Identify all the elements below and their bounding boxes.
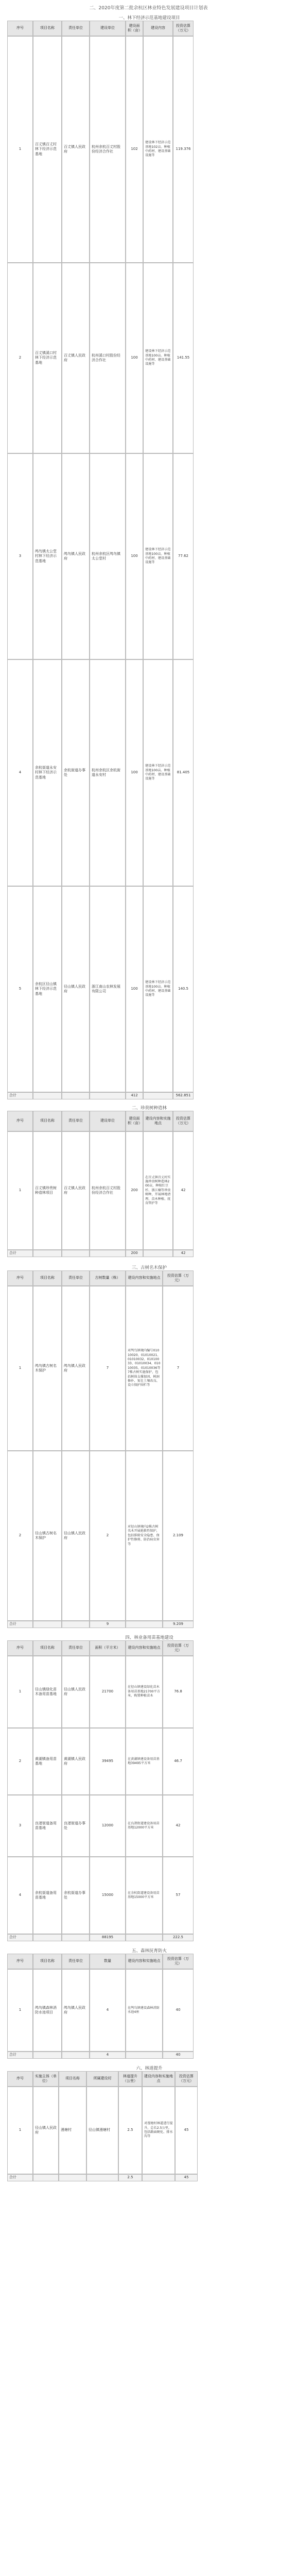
t1-row-3-cost: 81.405 xyxy=(173,659,194,886)
t1-row-3-unit: 余杭街道办事处 xyxy=(62,659,90,886)
t1-row-4-builder: 浙江南山农林发展有限公司 xyxy=(90,886,126,1092)
t1-row-3-content: 建设林下经济示范基地100亩。种植中药材、建设基础设施等 xyxy=(143,659,173,886)
t1-row-1-name: 百丈镇溪口村林下经济示范基地 xyxy=(33,263,62,453)
t2-total-area: 200 xyxy=(126,1250,143,1257)
t2-total-no: 合计 xyxy=(7,1250,33,1257)
t2-header-0: 序号 xyxy=(7,1111,33,1131)
t2-header-3: 建设单位 xyxy=(90,1111,126,1131)
t4-total-unit xyxy=(62,1934,90,1941)
t1-row-1-unit: 百丈镇人民政府 xyxy=(62,263,90,453)
t6-header-0: 序号 xyxy=(7,2071,33,2087)
t3-row-1-no: 2 xyxy=(7,1451,33,1621)
t6-header-1: 实施主体（单位） xyxy=(33,2071,59,2087)
t5-header-5: 投资估算（万元） xyxy=(163,1954,194,1969)
t1-row-4-area: 100 xyxy=(126,886,143,1092)
t6-row-0-org: 径山镇人民政府 xyxy=(33,2087,59,2174)
t6-header-4: 林道提升（公里） xyxy=(118,2071,142,2087)
t4-row-3-area: 15000 xyxy=(90,1857,126,1934)
t1-total-no: 合计 xyxy=(7,1092,33,1099)
t1-row-2-no: 3 xyxy=(7,453,33,659)
t3-header-1: 项目名称 xyxy=(33,1270,62,1286)
t4-row-1-area: 39495 xyxy=(90,1728,126,1795)
t6-total-name xyxy=(59,2174,86,2181)
t5-total-no: 合计 xyxy=(7,2052,33,2059)
t1-row-3-area: 100 xyxy=(126,659,143,886)
t4-row-2-content: 在良渚街道建设备用苗基地12000平方米 xyxy=(126,1795,163,1857)
t4-header-5: 投资估算（万元） xyxy=(163,1640,194,1656)
t4-row-0-no: 1 xyxy=(7,1656,33,1728)
t3-row-1-name: 径山镇古树名木保护 xyxy=(33,1451,62,1621)
t6-row-0-length: 2.5 xyxy=(118,2087,142,2174)
t2-row-0-no: 1 xyxy=(7,1131,33,1250)
t2-total-name xyxy=(33,1250,62,1257)
t3-row-0-count: 7 xyxy=(90,1286,126,1451)
t4-total-name xyxy=(33,1934,62,1941)
t3-row-1-content: 对径山镇境内2株古树名木开展抢救性保护，包括排除安全隐患、保护性修剪、防治病虫害等 xyxy=(126,1451,163,1621)
t2-total-builder xyxy=(90,1250,126,1257)
t6-row-0-village: 径山镇漫塘村 xyxy=(86,2087,118,2174)
t1-row-2-name: 鸬鸟镇太公堂村林下经济示范基地 xyxy=(33,453,62,659)
t1-row-1-cost: 141.55 xyxy=(173,263,194,453)
t1-row-1-no: 2 xyxy=(7,263,33,453)
t4-row-3-cost: 57 xyxy=(163,1857,194,1934)
t6-total-village xyxy=(86,2174,118,2181)
t1-row-4-name: 余杭区径山镇林下经济示范基地 xyxy=(33,886,62,1092)
t5-total-cost: 40 xyxy=(163,2052,194,2059)
t3-row-0-no: 1 xyxy=(7,1286,33,1451)
t6-row-0-name: 漫塘村 xyxy=(59,2087,86,2174)
t1-row-0-unit: 百丈镇人民政府 xyxy=(62,36,90,263)
t4-total-area: 88195 xyxy=(90,1934,126,1941)
t1-header-2: 责任单位 xyxy=(62,21,90,36)
t1-row-4-content: 建设林下经济示范基地100亩。种植中药材、建设基础设施等 xyxy=(143,886,173,1092)
t2-header-2: 责任单位 xyxy=(62,1111,90,1131)
t3-row-0-cost: 7 xyxy=(163,1286,194,1451)
t4-header-2: 责任单位 xyxy=(62,1640,90,1656)
t1-row-2-unit: 鸬鸟镇人民政府 xyxy=(62,453,90,659)
section-title-2: 二、珍贵树种造林 xyxy=(131,1106,167,1111)
t6-row-0-content: 对漫塘村林道进行提升，总长2.5公里，包括路面硬化、排水沟等 xyxy=(142,2087,175,2174)
section-title-1: 一、林下经济示范基地建设项目 xyxy=(118,15,180,21)
t4-row-2-name: 良渚街道备用苗基地 xyxy=(33,1795,62,1857)
t5-header-4: 建设内容和实施地点 xyxy=(126,1954,163,1969)
t6-total-org xyxy=(33,2174,59,2181)
t6-total-cost: 45 xyxy=(175,2174,198,2181)
t4-header-4: 建设内容和实施地点 xyxy=(126,1640,163,1656)
t5-row-0-content: 在鸬鸟镇建设森林消防水池4座 xyxy=(126,1969,163,2052)
t4-row-0-unit: 径山镇人民政府 xyxy=(62,1656,90,1728)
t2-row-0-unit: 百丈镇人民政府 xyxy=(62,1131,90,1250)
t2-header-6: 投资估算（万元） xyxy=(173,1111,194,1131)
t4-row-1-no: 2 xyxy=(7,1728,33,1795)
t4-row-0-cost: 76.8 xyxy=(163,1656,194,1728)
t1-row-3-no: 4 xyxy=(7,659,33,886)
t4-total-content xyxy=(126,1934,163,1941)
t1-row-0-content: 建设林下经济示范基地102亩。种植中药材、建设基础设施等 xyxy=(143,36,173,263)
t4-row-1-cost: 46.7 xyxy=(163,1728,194,1795)
t1-header-6: 投资估算（万元） xyxy=(173,21,194,36)
t6-row-0-cost: 45 xyxy=(175,2087,198,2174)
t3-header-3: 古树数量（株） xyxy=(90,1270,126,1286)
t4-header-1: 项目名称 xyxy=(33,1640,62,1656)
t3-header-2: 责任单位 xyxy=(62,1270,90,1286)
t1-row-1-builder: 杭州溪口村股份经济合作社 xyxy=(90,263,126,453)
t1-row-4-no: 5 xyxy=(7,886,33,1092)
t5-row-0-name: 鸬鸟镇森林消防水池项目 xyxy=(33,1969,62,2052)
t4-header-3: 面积（平方米） xyxy=(90,1640,126,1656)
t2-total-content xyxy=(143,1250,173,1257)
t4-row-1-unit: 黄湖镇人民政府 xyxy=(62,1728,90,1795)
t4-row-3-name: 余杭街道备用苗基地 xyxy=(33,1857,62,1934)
t4-row-0-area: 21700 xyxy=(90,1656,126,1728)
t3-row-1-count: 2 xyxy=(90,1451,126,1621)
t4-total-no: 合计 xyxy=(7,1934,33,1941)
t5-total-content xyxy=(126,2052,163,2059)
t3-header-5: 投资估算（万元） xyxy=(163,1270,194,1286)
t6-header-6: 投资估算（万元） xyxy=(175,2071,198,2087)
t1-row-3-builder: 杭州余杭区余杭街道永安村 xyxy=(90,659,126,886)
t3-header-4: 建设内容和实施地点 xyxy=(126,1270,163,1286)
t5-row-0-cost: 40 xyxy=(163,1969,194,2052)
t2-total-cost: 42 xyxy=(173,1250,194,1257)
t1-header-0: 序号 xyxy=(7,21,33,36)
t5-header-1: 项目名称 xyxy=(33,1954,62,1969)
section-title-3: 三、古树名木保护 xyxy=(131,1265,167,1270)
t4-row-1-name: 黄湖镇备用苗基地 xyxy=(33,1728,62,1795)
t1-row-0-builder: 杭州余杭百丈村股份经济合作社 xyxy=(90,36,126,263)
t2-header-1: 项目名称 xyxy=(33,1111,62,1131)
t1-row-0-cost: 119.376 xyxy=(173,36,194,263)
t6-total-no: 合计 xyxy=(7,2174,33,2181)
t2-row-0-name: 百丈镇珍贵树种造林项目 xyxy=(33,1131,62,1250)
t5-row-0-count: 4 xyxy=(90,1969,126,2052)
t6-total-length: 2.5 xyxy=(118,2174,142,2181)
t6-header-3: 所属建设村 xyxy=(86,2071,118,2087)
t4-total-cost: 222.5 xyxy=(163,1934,194,1941)
t4-row-0-content: 在径山镇建设绿化苗木备用苗基地21700平方米，购置种植苗木 xyxy=(126,1656,163,1728)
t1-row-1-content: 建设林下经济示范基地100亩。种植中药材、建设基础设施等 xyxy=(143,263,173,453)
t1-total-cost: 562.851 xyxy=(173,1092,194,1099)
page-title: 二、2020年度第二批余杭区林业特色发展建设项目计划表 xyxy=(89,6,208,11)
section-title-5: 五、森林抚育防火 xyxy=(131,1948,167,1954)
t5-total-count: 4 xyxy=(90,2052,126,2059)
t1-row-2-builder: 杭州余杭区鸬鸟镇太公堂村 xyxy=(90,453,126,659)
t3-total-name xyxy=(33,1621,62,1628)
t1-header-4: 建设面积（亩） xyxy=(126,21,143,36)
t3-row-1-unit: 径山镇人民政府 xyxy=(62,1451,90,1621)
t1-total-unit xyxy=(62,1092,90,1099)
t1-total-content xyxy=(143,1092,173,1099)
t1-row-0-no: 1 xyxy=(7,36,33,263)
t3-row-0-name: 鸬鸟镇古树名木保护 xyxy=(33,1286,62,1451)
t3-total-cost: 9.209 xyxy=(163,1621,194,1628)
t3-row-0-unit: 鸬鸟镇人民政府 xyxy=(62,1286,90,1451)
t1-total-builder xyxy=(90,1092,126,1099)
t1-row-4-unit: 径山镇人民政府 xyxy=(62,886,90,1092)
t1-header-5: 建设内容 xyxy=(143,21,173,36)
t3-total-no: 合计 xyxy=(7,1621,33,1628)
t1-row-4-cost: 140.5 xyxy=(173,886,194,1092)
t1-row-3-name: 余杭街道永安村林下经济示范基地 xyxy=(33,659,62,886)
t5-total-unit xyxy=(62,2052,90,2059)
t2-row-0-content: 在百丈镇百丈村实施珍贵树种造林200亩，种植红豆杉、浙江楠等珍贵树种，开展林地清理、苗木种植、抚育管护等 xyxy=(143,1131,173,1250)
t3-header-0: 序号 xyxy=(7,1270,33,1286)
t1-row-2-content: 建设林下经济示范基地100亩。种植中药材、建设基础设施等 xyxy=(143,453,173,659)
t5-header-0: 序号 xyxy=(7,1954,33,1969)
t3-row-1-cost: 2.109 xyxy=(163,1451,194,1621)
t5-header-3: 数量 xyxy=(90,1954,126,1969)
t2-row-0-area: 200 xyxy=(126,1131,143,1250)
t4-row-2-no: 3 xyxy=(7,1795,33,1857)
t4-row-3-unit: 余杭街道办事处 xyxy=(62,1857,90,1934)
t4-row-1-content: 在黄湖镇建设备用苗基地39495平方米 xyxy=(126,1728,163,1795)
t3-total-count: 9 xyxy=(90,1621,126,1628)
t5-row-0-no: 1 xyxy=(7,1969,33,2052)
t1-header-1: 项目名称 xyxy=(33,21,62,36)
section-title-4: 四、林业备用苗基地建设 xyxy=(125,1635,173,1640)
t1-total-area: 412 xyxy=(126,1092,143,1099)
t1-header-3: 建设单位 xyxy=(90,21,126,36)
t1-row-0-name: 百丈镇百丈村林下经济示范基地 xyxy=(33,36,62,263)
t3-total-unit xyxy=(62,1621,90,1628)
t5-header-2: 责任单位 xyxy=(62,1954,90,1969)
t4-row-2-cost: 42 xyxy=(163,1795,194,1857)
t2-header-4: 建设面积（亩） xyxy=(126,1111,143,1131)
t4-row-3-no: 4 xyxy=(7,1857,33,1934)
t3-row-0-content: 对鸬鸟镇境内编号01010020、01010021、01010032、01010033、01010034、01010035、01010036等7株古树实施保护，包括树体支撑加固、树洞修补、复壮土壤改良、设立保护围栏等 xyxy=(126,1286,163,1451)
t6-header-2: 项目名称 xyxy=(59,2071,86,2087)
t1-row-0-area: 102 xyxy=(126,36,143,263)
t4-header-0: 序号 xyxy=(7,1640,33,1656)
t4-row-2-area: 12000 xyxy=(90,1795,126,1857)
section-title-6: 六、林道提升 xyxy=(136,2066,163,2071)
t2-header-5: 建设内容和实施地点 xyxy=(143,1111,173,1131)
t1-row-2-area: 100 xyxy=(126,453,143,659)
t2-row-0-builder: 杭州余杭百丈村股份经济合作社 xyxy=(90,1131,126,1250)
t2-total-unit xyxy=(62,1250,90,1257)
t3-total-content xyxy=(126,1621,163,1628)
t6-total-content xyxy=(142,2174,175,2181)
t6-row-0-no: 1 xyxy=(7,2087,33,2174)
t1-total-name xyxy=(33,1092,62,1099)
t5-total-name xyxy=(33,2052,62,2059)
t1-row-1-area: 100 xyxy=(126,263,143,453)
t4-row-2-unit: 良渚街道办事处 xyxy=(62,1795,90,1857)
t1-row-2-cost: 77.62 xyxy=(173,453,194,659)
t6-header-5: 建设内容和实施地点 xyxy=(142,2071,175,2087)
t2-row-0-cost: 42 xyxy=(173,1131,194,1250)
t5-row-0-unit: 鸬鸟镇人民政府 xyxy=(62,1969,90,2052)
t4-row-0-name: 径山镇绿化苗木备用苗基地 xyxy=(33,1656,62,1728)
t4-row-3-content: 在余杭街道建设备用苗基地15000平方米 xyxy=(126,1857,163,1934)
